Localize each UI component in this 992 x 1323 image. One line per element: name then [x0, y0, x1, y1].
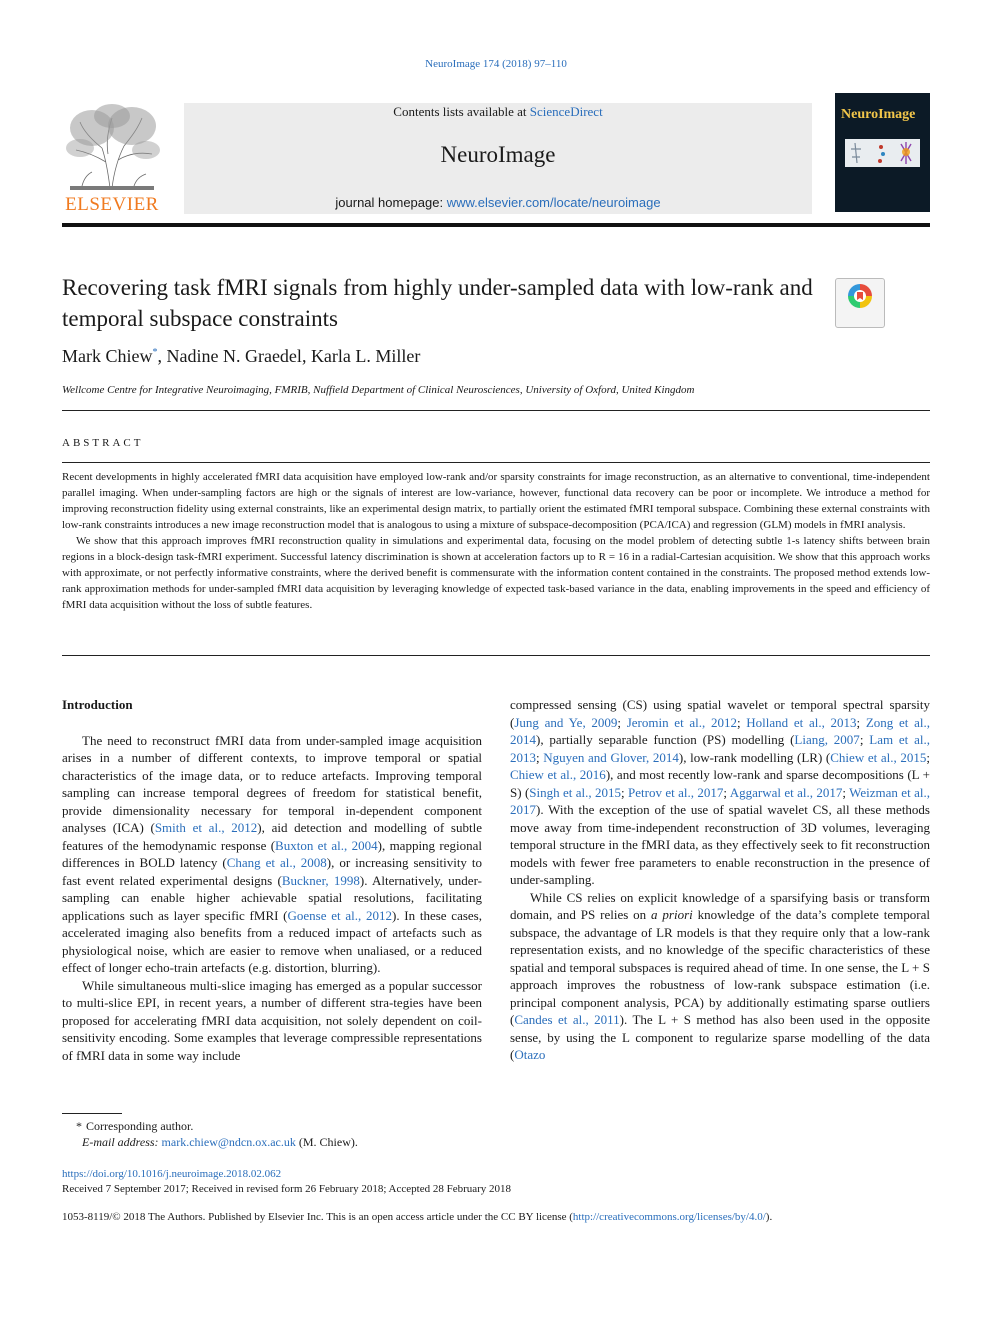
divider — [62, 462, 930, 463]
license-statement — [62, 1211, 772, 1223]
contents-prefix: Contents lists available at — [393, 104, 530, 119]
license-suffix: ). — [765, 1211, 773, 1223]
license-prefix: 1053-8119/© 2018 The Authors. Published by Elsevier Inc. This is an open access article under the CC BY license ( — [62, 1211, 573, 1223]
abstract-heading: ABSTRACT — [62, 437, 144, 449]
cover-title: NeuroImage — [841, 107, 916, 122]
divider — [62, 655, 930, 656]
author-name[interactable]: Nadine N. Graedel — [166, 346, 302, 366]
author-name[interactable]: Karla L. Miller — [310, 346, 421, 366]
section-heading: Introduction — [62, 697, 133, 712]
citation-link[interactable]: Otazo — [514, 1047, 546, 1062]
sciencedirect-link[interactable]: ScienceDirect — [529, 104, 603, 119]
emphasis-text: a priori — [651, 907, 693, 922]
homepage-label: journal homepage: — [335, 195, 447, 210]
body-paragraph: The need to reconstruct fMRI data from under-sampled image acquisition arises in a number of different contexts, to improve temporal or spatial characteristics of the image data, or to reduce artefacts. Improving temporal sampling can increase temporal degrees of freedom for statistical benefit, provide dimensionality necessary for temporal in-dependent component analyses (ICA) (Smith et al., 2012), aid detection and modelling of subtle features of the hemodynamic response (Buxton et al., 2004), mapping regional differences in BOLD latency (Chang et al., 2008), or increasing sensitivity to fast event related experimental designs (Buckner, 1998). Alternatively, under-sampling can enable higher achievable spatial resolutions, facilitating applications such as layer specific fMRI (Goense et al., 2012). In these cases, accelerated imaging also benefits from a reduced impact of artefacts such as physiological noise, which are easier to remove when unaliased, or a reduced effect of longer echo-train artefacts (e.g. distortion, blurring). — [62, 732, 482, 975]
body-paragraph: While CS relies on explicit knowledge of a sparsifying basis or transform domain, and PS relies on a priori knowledge of the data’s complete temporal subspace, the advantage of LR models is that they require only that a low-rank representation exists, and no knowledge of the specific characteristics of these spatial and temporal subspaces is required ahead of time. In one sense, the L + S approach improves the robustness of low-rank subspace estimation (i.e. principal component analysis, PCA) by additionally estimating sparse outliers (Candes et al., 2011). The L + S method has also been used in the opposite sense, by using the L component to regularize sparse modelling of the data (Otazo — [510, 889, 930, 1062]
footnote-rule — [62, 1113, 122, 1114]
citation-link[interactable]: Holland et al., 2013 — [746, 714, 857, 730]
article-title: Recovering task fMRI signals from highly under-sampled data with low-rank and temporal subspace constraints — [62, 275, 813, 331]
footnote-star: * — [76, 1119, 82, 1133]
citation-link[interactable]: Nguyen and Glover, 2014 — [543, 749, 679, 765]
affiliation: Wellcome Centre for Integrative Neuroimaging, FMRIB, Nuffield Department of Clinical Neurosciences, University of Oxford, United Kingdom — [62, 384, 695, 396]
citation-link[interactable]: Chiew et al., 2015 — [830, 749, 927, 765]
abstract-paragraph: We show that this approach improves fMRI reconstruction quality in simulations and experimental data, focusing on the model problem of detecting subtle 1-s latency shifts between brain regions in a block-design task-fMRI experiment. Successful latency discrimination is shown at acceleration factors up to R = 16 in a radial-Cartesian acquisition. We show that this approach works with approximate, or not perfectly informative constraints, where the derived benefit is commensurate with the information content contained in the constraints. The proposed method extends low-rank approximation methods for under-sampled fMRI data acquisition by leveraging knowledge of expected task-based variance in the data, enabling improvements in the speed and efficiency of fMRI data acquisition without the loss of subtle features. — [62, 535, 930, 611]
citation-link[interactable]: Petrov et al., 2017 — [628, 784, 724, 800]
journal-cover-image[interactable] — [835, 93, 930, 212]
citation-link[interactable]: Jeromin et al., 2012 — [626, 714, 737, 730]
article-dates: Received 7 September 2017; Received in revised form 26 February 2018; Accepted 28 February 2018 — [62, 1183, 512, 1195]
citation-link[interactable]: Chang et al., 2008 — [226, 855, 327, 870]
email-link[interactable]: mark.chiew@ndcn.ox.ac.uk — [161, 1135, 296, 1149]
citation-link[interactable]: Buckner, 1998 — [281, 872, 360, 888]
publisher-name: ELSEVIER — [65, 194, 159, 215]
footnote — [62, 1118, 358, 1150]
citation-link[interactable]: Lam et al., 2013 — [510, 732, 930, 765]
citation-link[interactable]: Buxton et al., 2004 — [275, 837, 378, 853]
citation-link[interactable]: Aggarwal et al., 2017 — [729, 784, 843, 800]
cover-figures — [845, 139, 920, 167]
citation-link[interactable]: Zong et al., 2014 — [510, 714, 930, 747]
check-for-updates-icon — [836, 279, 884, 327]
check-for-updates-button[interactable] — [835, 278, 885, 328]
abstract-body — [62, 469, 930, 613]
author-list: Mark Chiew*, Nadine N. Graedel, Karla L. Miller — [62, 346, 421, 366]
homepage-link[interactable]: www.elsevier.com/locate/neuroimage — [446, 195, 661, 210]
body-paragraph: compressed sensing (CS) using spatial wavelet or temporal spectral sparsity (Jung and Ye, 2009; Jeromin et al., 2012; Holland et al., 2013; Zong et al., 2014), partially separable function (PS) modelling (Liang, 2007; Lam et al., 2013; Nguyen and Glover, 2014), low-rank modelling (LR) (Chiew et al., 2015; Chiew et al., 2016), and most recently low-rank and sparse decompositions (L + S) (Singh et al., 2015; Petrov et al., 2017; Aggarwal et al., 2017; Weizman et al., 2017). With the exception of the use of spatial wavelet CS, all these methods move away from time-independent reconstruction of 3D volumes, leveraging temporal structure in the fMRI data, as they effectively seek to fit reconstruction models with fewer free parameters to enable reconstruction in the presence of under-sampling. — [510, 697, 930, 887]
header-rule — [62, 223, 930, 227]
journal-name: NeuroImage — [440, 142, 556, 167]
citation-link[interactable]: Singh et al., 2015 — [529, 784, 622, 800]
citation-link[interactable]: Liang, 2007 — [794, 732, 860, 747]
abstract-paragraph: Recent developments in highly accelerated fMRI data acquisition have employed low-rank and/or sparsity constraints for image reconstruction, as an alternative to conventional, time-independent parallel imaging. When under-sampling factors are high or the signals of interest are low-variance, however, functional data recovery can be poor or incomplete. We introduce a method for improving reconstruction fidelity using external constraints, like an experimental design matrix, to partially orient the estimated fMRI temporal subspace. Combining these external constraints with low-rank constraints introduces a new image reconstruction model that is analogous to using a mixture of subspace-decomposition (PCA/ICA) and regression (GLM) models in fMRI analysis. — [62, 471, 930, 531]
citation-link[interactable]: Chiew et al., 2016 — [510, 767, 606, 782]
email-suffix: (M. Chiew). — [295, 1135, 358, 1149]
body-column-left — [62, 696, 482, 1064]
citation-link[interactable]: Candes et al., 2011 — [514, 1012, 620, 1027]
homepage-line — [184, 195, 812, 210]
body-column-right — [510, 696, 930, 1064]
journal-reference[interactable]: NeuroImage 174 (2018) 97–110 — [425, 58, 567, 70]
footnote-text: Corresponding author. — [86, 1119, 194, 1133]
license-link[interactable]: http://creativecommons.org/licenses/by/4.0/ — [572, 1211, 766, 1223]
divider — [62, 410, 930, 411]
contents-line — [184, 104, 812, 120]
citation-link[interactable]: Smith et al., 2012 — [154, 820, 258, 835]
citation-link[interactable]: Goense et al., 2012 — [287, 907, 392, 923]
doi-link[interactable]: https://doi.org/10.1016/j.neuroimage.2018.02.062 — [62, 1168, 282, 1180]
body-paragraph: While simultaneous multi-slice imaging has emerged as a popular successor to multi-slice EPI, in recent years, a number of different stra-tegies have been proposed for accelerating fMRI data acquisition, not solely dependent on coil-sensitivity encoding. Some examples that leverage compressible representations of fMRI data in some way include — [62, 977, 482, 1063]
corresponding-author-mark[interactable]: * — [152, 347, 158, 358]
citation-link[interactable]: Weizman et al., 2017 — [510, 784, 930, 817]
email-label: E-mail address: — [82, 1135, 162, 1149]
author-name[interactable]: Mark Chiew — [62, 346, 153, 366]
citation-link[interactable]: Jung and Ye, 2009 — [514, 714, 618, 730]
